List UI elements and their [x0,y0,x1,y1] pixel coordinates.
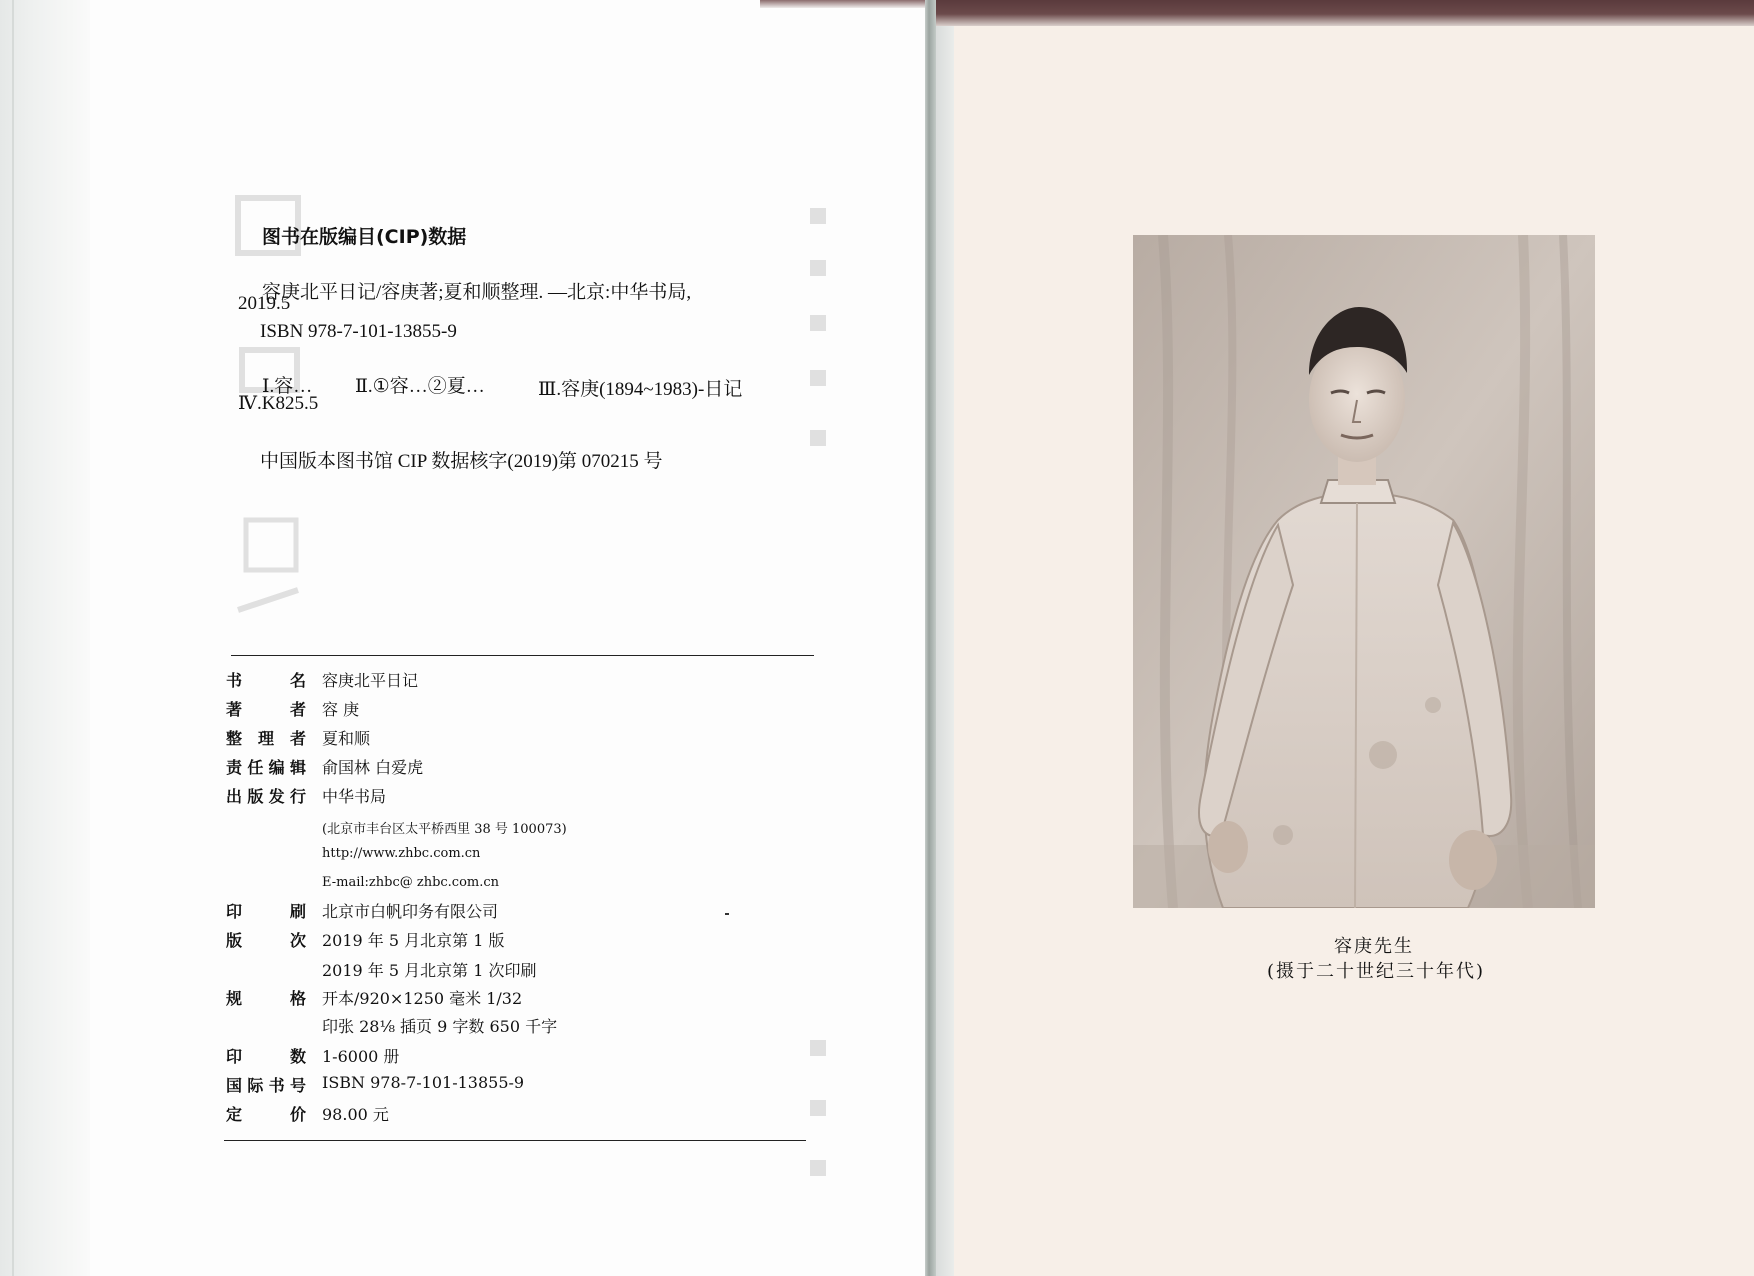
printing-value: 2019 年 5 月北京第 1 次印刷 [322,961,537,980]
spec-detail: 印张 28⅛ 插页 9 字数 650 千字 [322,1017,558,1036]
cip-line-2: 2019.5 [238,293,291,314]
cip-line-4b: Ⅱ.①容…②夏… [355,376,485,397]
row-printing [226,958,816,984]
spec-label: 规 格 [226,989,306,1008]
spec-value: 开本/920×1250 毫米 1/32 [322,989,523,1008]
binding-top-edge-left [760,0,925,8]
row-address [226,815,816,841]
gutter-shadow [936,0,954,1276]
cip-line-4a: Ⅰ.容… [262,376,313,397]
publisher-website: http://www.zhbc.com.cn [322,846,481,861]
editor-label: 整 理 者 [226,729,306,748]
row-isbn [226,1073,816,1099]
cip-line-4c: Ⅲ.容庚(1894~1983)-日记 [538,379,743,400]
row-responsible-editor [226,755,816,781]
row-title [226,668,816,694]
cip-line-3: ISBN 978-7-101-13855-9 [260,321,457,342]
row-website [226,843,816,869]
publisher-email: E-mail:zhbc@ zhbc.com.cn [322,875,500,890]
author-value: 容 庚 [322,700,360,719]
row-author [226,697,816,723]
price-label: 定 价 [226,1105,306,1124]
row-copies [226,1044,816,1070]
row-email [226,872,816,898]
isbn-label: 国 际 书 号 [226,1076,306,1095]
title-value: 容庚北平日记 [322,671,419,690]
row-spec [226,986,816,1012]
isbn-value: ISBN 978-7-101-13855-9 [322,1073,525,1092]
row-publisher [226,784,816,810]
edition-label: 版 次 [226,931,306,950]
photo-caption: 容庚先生 [1334,936,1414,957]
cip-line-1: 容庚北平日记/容庚著;夏和顺整理. —北京:中华书局, [262,282,692,303]
publisher-label: 出 版 发 行 [226,787,306,806]
row-price [226,1102,816,1128]
binding-top-edge [936,0,1754,26]
print-speck [725,913,729,915]
row-spec-detail [226,1014,816,1040]
book-gutter [925,0,936,1276]
table-bottom-rule [224,1140,806,1141]
row-editor [226,726,816,752]
publisher-address: (北京市丰台区太平桥西里 38 号 100073) [322,822,567,837]
portrait-illustration [1133,235,1595,908]
row-edition [226,928,816,954]
copies-label: 印 数 [226,1047,306,1066]
row-printer [226,899,816,925]
title-label: 书 名 [226,671,306,690]
price-value: 98.00 元 [322,1105,389,1124]
printer-label: 印 刷 [226,902,306,921]
responsible-editor-label: 责 任 编 辑 [226,758,306,777]
edition-value: 2019 年 5 月北京第 1 版 [322,931,505,950]
cip-heading: 图书在版编目(CIP)数据 [262,226,467,248]
cip-line-5: Ⅳ.K825.5 [238,393,319,414]
copies-value: 1-6000 册 [322,1047,400,1066]
table-top-rule [231,655,814,656]
printer-value: 北京市白帆印务有限公司 [322,902,499,921]
editor-value: 夏和顺 [322,729,371,748]
cip-line-6: 中国版本图书馆 CIP 数据核字(2019)第 070215 号 [260,451,663,472]
publisher-value: 中华书局 [322,787,387,806]
responsible-editor-value: 俞国林 白爱虎 [322,758,424,777]
photo-caption-date: (摄于二十世纪三十年代) [1266,961,1486,982]
portrait-photo [1133,235,1595,908]
scan-left-edge [0,0,90,1276]
author-label: 著 者 [226,700,306,719]
